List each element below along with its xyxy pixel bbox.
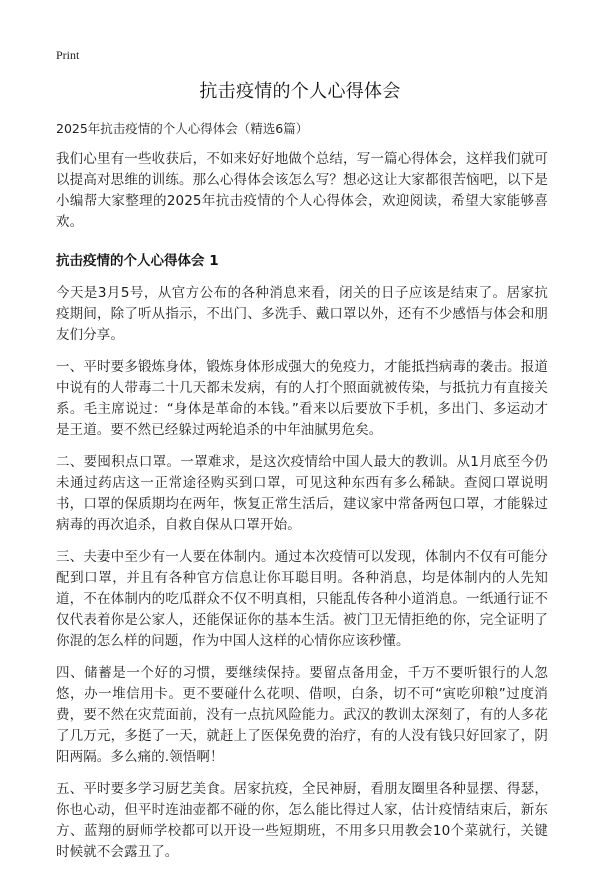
body-paragraph: 二、要囤积点口罩。一罩难求，是这次疫情给中国人最大的教训。从1月底至今仍未通过药店这一正常途径购买到口罩，可见这种东西有多么稀缺。查阅口罩说明书，口罩的保质期均在两年，恢复正常生活后，建议家中常备两包口罩，才能躲过病毒的再次追杀，自救自保从口罩开始。 bbox=[56, 454, 548, 533]
body-paragraph: 三、夫妻中至少有一人要在体制内。通过本次疫情可以发现，体制内不仅有可能分配到口罩，并且有各种官方信息让你耳聪目明。各种消息，均是体制内的人先知道，不在体制内的吃瓜群众不仅不明真相，只能乱传各种小道消息。一纸通行证不仅代表着你是公家人，还能保证你的基本生活。被门卫无情拒绝的你，完全证明了你混的怎么样的问题，作为中国人这样的心情你应该秒懂。 bbox=[56, 549, 548, 649]
print-label: Print bbox=[56, 48, 80, 62]
section-heading: 抗击疫情的个人心得体会 1 bbox=[56, 253, 219, 269]
intro-paragraph: 我们心里有一些收获后，不如来好好地做个总结，写一篇心得体会，这样我们就可以提高对思维的训练。那么心得体会该怎么写？想必这让大家都很苦恼吧，以下是小编帮大家整理的2025年抗击疫情的个人心得体会，欢迎阅读，希望大家能够喜欢。 bbox=[56, 151, 548, 230]
body-paragraph: 一、平时要多锻炼身体，锻炼身体形成强大的免疫力，才能抵挡病毒的袭击。报道中说有的人带毒二十几天都未发病，有的人打个照面就被传染，与抵抗力有直接关系。毛主席说过：“身体是革命的本钱。”看来以后要放下手机，多出门、多运动才是王道。要不然已经躲过两轮追杀的中年油腻男危矣。 bbox=[56, 359, 548, 438]
body-paragraph: 五、平时要多学习厨艺美食。居家抗疫，全民神厨，看朋友圈里各种显摆、得瑟，你也心动，但平时连油壶都不碰的你，怎么能比得过人家，估计疫情结束后，新东方、蓝翔的厨师学校都可以开设一些短期班，不用多只用教会10个菜就行，关键时候就不会露丑了。 bbox=[56, 781, 548, 860]
document-subtitle: 2025年抗击疫情的个人心得体会（精选6篇） bbox=[56, 121, 309, 136]
body-paragraph: 今天是3月5号，从官方公布的各种消息来看，闭关的日子应该是结束了。居家抗疫期间，除了听从指示，不出门、多洗手、戴口罩以外，还有不少感悟与体会和朋友们分享。 bbox=[56, 285, 548, 343]
body-paragraph: 四、储蓄是一个好的习惯，要继续保持。要留点备用金，千万不要听银行的人忽悠，办一堆信用卡。更不要碰什么花呗、借呗，白条，切不可“寅吃卯粮”过度消费，要不然在灾荒面前，没有一点抗风险能力。武汉的教训太深刻了，有的人多花了几万元，多挺了一天，就赶上了医保免费的治疗，有的人没有钱只好回家了，阴阳两隔。多么痛的.领悟啊！ bbox=[56, 665, 548, 765]
page-title: 抗击疫情的个人心得体会 bbox=[199, 81, 401, 102]
article-body bbox=[56, 149, 548, 874]
